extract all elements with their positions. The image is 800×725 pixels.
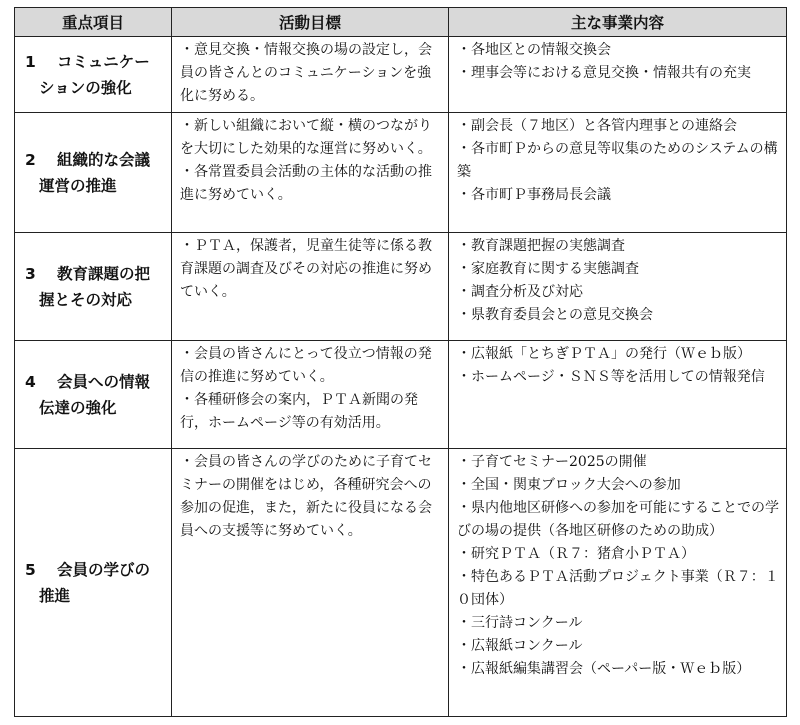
goal-text: ・会員の皆さんの学びのために子育てセミナーの開催をはじめ，各種研究会への参加の促進，また，新たに役員になる会員への支援等に努めていく。 xyxy=(180,454,432,539)
item-title-line1: 会員の学びの xyxy=(57,560,151,579)
activity-item: ・副会長（７地区）と各管内理事との連絡会 xyxy=(457,118,737,134)
activity-item: ・各地区との情報交換会 xyxy=(457,42,611,58)
activities-cell xyxy=(449,113,787,233)
activities-cell xyxy=(449,233,787,341)
activity-item: ・家庭教育に関する実態調査 xyxy=(457,261,639,277)
table-row xyxy=(15,37,787,113)
header-row xyxy=(15,8,787,37)
priority-item xyxy=(15,233,172,341)
activity-item: ・全国・関東ブロック大会への参加 xyxy=(457,477,681,493)
item-title-line2: ションの強化 xyxy=(39,78,132,97)
goal-text: ・新しい組織において縦・横のつながりを大切にした効果的な運営に努めいく。 xyxy=(180,118,432,157)
goal-text: ・各常置委員会活動の主体的な活動の推進に努めていく。 xyxy=(180,164,432,203)
activity-item: ・調査分析及び対応 xyxy=(457,284,583,300)
priority-item xyxy=(15,113,172,233)
item-number: 1 xyxy=(25,52,36,71)
item-title-line2: 推進 xyxy=(39,586,71,605)
goal-cell xyxy=(172,341,449,449)
activity-item: ・研究ＰＴＡ（Ｒ７：猪倉小ＰＴＡ） xyxy=(457,546,695,562)
activity-item: ・理事会等における意見交換・情報共有の充実 xyxy=(457,65,751,81)
goal-cell xyxy=(172,113,449,233)
header-main-activities: 主な事業内容 xyxy=(449,8,787,37)
activities-cell xyxy=(449,341,787,449)
item-title-line1: コミュニケー xyxy=(57,52,150,71)
activity-item: ・特色あるＰＴＡ活動プロジェクト事業（Ｒ７：１０団体） xyxy=(457,569,779,608)
goal-text: ・各種研修会の案内，ＰＴＡ新聞の発行，ホームページ等の有効活用。 xyxy=(180,392,418,431)
goal-text: ・意見交換・情報交換の場の設定し，会員の皆さんとのコミュニケーションを強化に努める。 xyxy=(180,42,432,104)
priority-item xyxy=(15,449,172,717)
item-title-line2: 伝達の強化 xyxy=(39,398,117,417)
item-title-line1: 教育課題の把 xyxy=(57,264,151,283)
item-title-line2: 握とその対応 xyxy=(39,290,133,309)
header-priority-item: 重点項目 xyxy=(15,8,172,37)
item-number: 4 xyxy=(25,372,36,391)
goal-text: ・ＰＴＡ，保護者，児童生徒等に係る教育課題の調査及びその対応の推進に努めていく。 xyxy=(180,238,432,300)
activity-item: ・各市町Ｐからの意見等収集のためのシステムの構築 xyxy=(457,141,778,180)
activity-item: ・県教育委員会との意見交換会 xyxy=(457,307,653,323)
item-title-line1: 組織的な会議 xyxy=(57,150,151,169)
plan-table xyxy=(14,7,787,717)
activity-item: ・ホームページ・ＳＮＳ等を活用しての情報発信 xyxy=(457,369,765,385)
goal-cell xyxy=(172,449,449,717)
table-row xyxy=(15,113,787,233)
item-number: 5 xyxy=(25,560,36,579)
activity-item: ・県内他地区研修への参加を可能にすることでの学びの場の提供（各地区研修のための助成） xyxy=(457,500,779,539)
activity-item: ・広報紙「とちぎＰＴＡ」の発行（Ｗｅｂ版） xyxy=(457,346,751,362)
table-row xyxy=(15,341,787,449)
item-number: 3 xyxy=(25,264,36,283)
activity-item: ・広報紙編集講習会（ペーパー版・Ｗｅｂ版） xyxy=(457,661,751,677)
item-number: 2 xyxy=(25,150,36,169)
activity-item: ・三行詩コンクール xyxy=(457,615,583,631)
activities-cell xyxy=(449,37,787,113)
table-row xyxy=(15,449,787,717)
item-title-line2: 運営の推進 xyxy=(39,176,117,195)
header-activity-goal: 活動目標 xyxy=(172,8,449,37)
activity-item: ・広報紙コンクール xyxy=(457,638,583,654)
activities-cell xyxy=(449,449,787,717)
goal-cell xyxy=(172,233,449,341)
item-title-line1: 会員への情報 xyxy=(57,372,151,391)
activity-item: ・教育課題把握の実態調査 xyxy=(457,238,625,254)
activity-item: ・子育てセミナー2025の開催 xyxy=(457,454,647,470)
priority-item xyxy=(15,341,172,449)
priority-item xyxy=(15,37,172,113)
goal-text: ・会員の皆さんにとって役立つ情報の発信の推進に努めていく。 xyxy=(180,346,432,385)
table-row xyxy=(15,233,787,341)
goal-cell xyxy=(172,37,449,113)
activity-item: ・各市町Ｐ事務局長会議 xyxy=(457,187,611,203)
